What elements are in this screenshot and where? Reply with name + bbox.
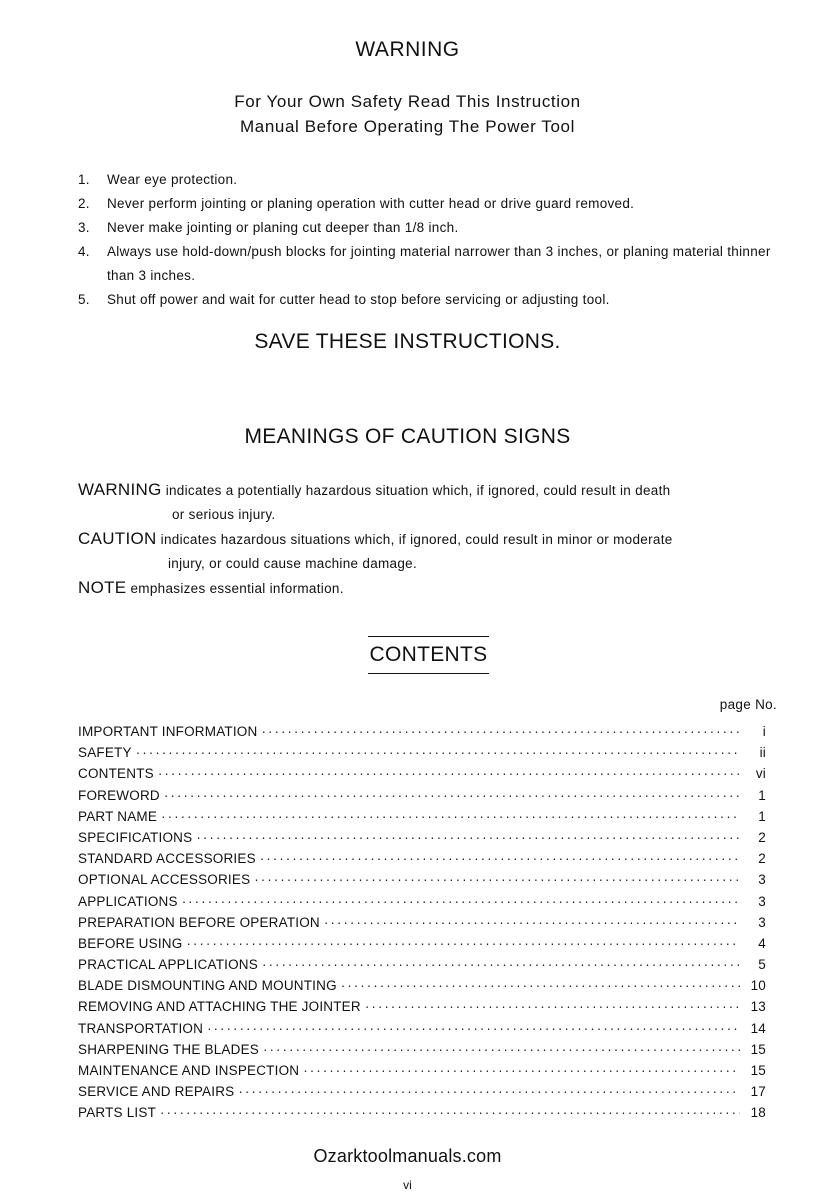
- toc-title: APPLICATIONS: [78, 893, 178, 909]
- toc-page: i: [762, 724, 766, 739]
- page-number-header: page No.: [719, 697, 777, 712]
- toc-entry[interactable]: [78, 1081, 766, 1102]
- dot-leader: [196, 827, 740, 848]
- dot-leader: [160, 1102, 740, 1123]
- toc-entry[interactable]: [78, 827, 766, 848]
- sign-description: indicates a potentially hazardous situation which, if ignored, could result in death: [165, 483, 671, 498]
- toc-entry[interactable]: [78, 869, 766, 890]
- toc-page: 1: [758, 808, 766, 824]
- sign-note: [78, 576, 788, 601]
- toc-page: 3: [758, 893, 766, 909]
- toc-title: SAFETY: [78, 745, 132, 761]
- toc-page: 10: [750, 978, 766, 994]
- dot-leader: [182, 891, 740, 912]
- dot-leader: [254, 869, 740, 890]
- toc-page: 15: [750, 1063, 766, 1078]
- toc-title: SPECIFICATIONS: [78, 829, 193, 845]
- toc-page: vi: [755, 766, 766, 782]
- toc-title: IMPORTANT INFORMATION: [78, 724, 258, 739]
- dot-leader: [262, 954, 740, 975]
- toc-entry[interactable]: [78, 806, 766, 827]
- toc-title: STANDARD ACCESSORIES: [78, 851, 256, 867]
- toc-entry[interactable]: [78, 848, 766, 869]
- rule-text: Never make jointing or planing cut deeper than 1/8 inch.: [107, 220, 459, 235]
- warning-subtitle-line1: For Your Own Safety Read This Instruction: [234, 92, 581, 111]
- footer-page-number: vi: [403, 1178, 412, 1192]
- toc-entry[interactable]: [78, 975, 766, 996]
- toc-entry[interactable]: [78, 1018, 766, 1039]
- sign-description-cont: injury, or could cause machine damage.: [168, 556, 418, 571]
- sign-term: CAUTION: [78, 529, 157, 548]
- toc-title: FOREWORD: [78, 787, 160, 803]
- dot-leader: [263, 1039, 740, 1060]
- toc-page: 3: [758, 872, 766, 888]
- toc-entry[interactable]: [78, 996, 766, 1017]
- toc-page: 2: [758, 851, 766, 867]
- rule-item: [78, 288, 788, 312]
- toc-title: REMOVING AND ATTACHING THE JOINTER: [78, 999, 361, 1015]
- toc-entry[interactable]: [78, 954, 766, 975]
- toc-entry[interactable]: [78, 721, 766, 742]
- warning-title: WARNING: [355, 38, 460, 61]
- sign-warning: [78, 478, 788, 527]
- dot-leader: [324, 912, 740, 933]
- dot-leader: [303, 1060, 740, 1081]
- dot-leader: [161, 806, 740, 827]
- rule-item: [78, 216, 788, 240]
- toc-title: PRACTICAL APPLICATIONS: [78, 957, 258, 973]
- toc-page: 1: [758, 787, 766, 803]
- dot-leader: [260, 848, 740, 869]
- toc-page: 17: [750, 1084, 766, 1100]
- toc-entry[interactable]: [78, 933, 766, 954]
- toc-entry[interactable]: [78, 1102, 766, 1123]
- rule-text: Always use hold-down/push blocks for jointing material narrower than 3 inches, or planing material thinner than 3 inches.: [107, 244, 771, 283]
- toc-entry[interactable]: [78, 742, 766, 763]
- toc-page: 14: [750, 1020, 766, 1036]
- toc-page: 4: [758, 935, 766, 951]
- sign-description: emphasizes essential information.: [130, 581, 344, 596]
- toc-entry[interactable]: [78, 785, 766, 806]
- toc-title: BLADE DISMOUNTING AND MOUNTING: [78, 978, 337, 994]
- toc-title: BEFORE USING: [78, 935, 183, 951]
- caution-signs-list: [78, 478, 788, 601]
- rule-text: Shut off power and wait for cutter head to stop before servicing or adjusting tool.: [107, 292, 610, 307]
- dot-leader: [158, 763, 740, 784]
- sign-term: WARNING: [78, 480, 162, 499]
- rule-number: 3.: [78, 220, 90, 235]
- toc-page: ii: [759, 745, 766, 761]
- toc-page: 13: [750, 999, 766, 1015]
- dot-leader: [186, 933, 740, 954]
- footer-website: Ozarktoolmanuals.com: [313, 1146, 502, 1166]
- rule-number: 5.: [78, 292, 90, 307]
- dot-leader: [365, 996, 740, 1017]
- toc-title: OPTIONAL ACCESSORIES: [78, 872, 251, 888]
- toc-title: SHARPENING THE BLADES: [78, 1041, 259, 1057]
- table-of-contents: [78, 721, 766, 1124]
- toc-title: SERVICE AND REPAIRS: [78, 1084, 235, 1100]
- toc-page: 3: [758, 914, 766, 930]
- dot-leader: [238, 1081, 740, 1102]
- toc-page: 5: [758, 957, 766, 973]
- rule-item: [78, 168, 788, 192]
- toc-title: MAINTENANCE AND INSPECTION: [78, 1063, 300, 1078]
- toc-entry[interactable]: [78, 912, 766, 933]
- toc-page: 15: [750, 1041, 766, 1057]
- sign-description: indicates hazardous situations which, if ignored, could result in minor or moderate: [160, 532, 673, 547]
- toc-title: PART NAME: [78, 808, 158, 824]
- rule-number: 4.: [78, 244, 90, 259]
- warning-subtitle-line2: Manual Before Operating The Power Tool: [240, 117, 575, 136]
- dot-leader: [136, 742, 740, 763]
- toc-title: PREPARATION BEFORE OPERATION: [78, 914, 320, 930]
- save-instructions-title: SAVE THESE INSTRUCTIONS.: [254, 330, 561, 353]
- rule-text: Never perform jointing or planing operation with cutter head or drive guard removed.: [107, 196, 635, 211]
- toc-entry[interactable]: [78, 763, 766, 784]
- rule-text: Wear eye protection.: [107, 172, 238, 187]
- safety-rules-list: [78, 168, 788, 312]
- rule-number: 1.: [78, 172, 90, 187]
- contents-title: CONTENTS: [369, 643, 488, 666]
- dot-leader: [341, 975, 740, 996]
- toc-page: 2: [758, 829, 766, 845]
- toc-entry[interactable]: [78, 1060, 766, 1081]
- dot-leader: [164, 785, 740, 806]
- toc-title: TRANSPORTATION: [78, 1020, 204, 1036]
- caution-signs-title: MEANINGS OF CAUTION SIGNS: [244, 425, 571, 448]
- sign-description-cont: or serious injury.: [172, 507, 276, 522]
- toc-title: PARTS LIST: [78, 1105, 157, 1121]
- toc-entry[interactable]: [78, 891, 766, 912]
- rule-number: 2.: [78, 196, 90, 211]
- sign-term: NOTE: [78, 578, 127, 597]
- dot-leader: [207, 1018, 740, 1039]
- rule-item: [78, 240, 788, 288]
- toc-entry[interactable]: [78, 1039, 766, 1060]
- dot-leader: [261, 721, 740, 742]
- toc-page: 18: [750, 1105, 766, 1121]
- sign-caution: [78, 527, 788, 576]
- rule-item: [78, 192, 788, 216]
- toc-title: CONTENTS: [78, 766, 154, 782]
